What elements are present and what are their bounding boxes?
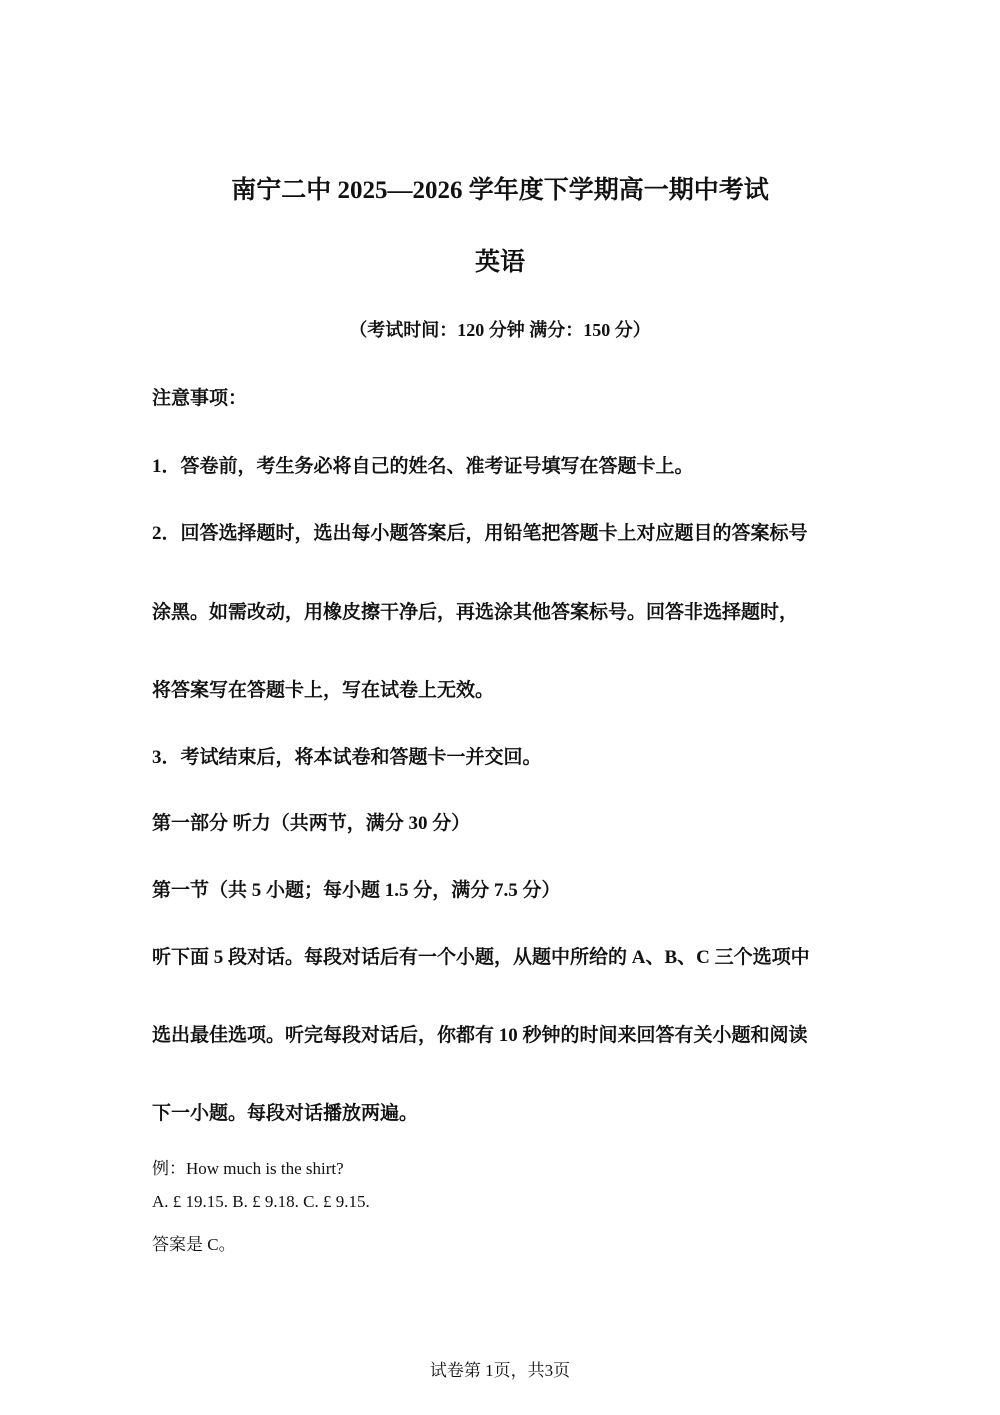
notice-item-2-line-1: 2．回答选择题时，选出每小题答案后，用铅笔把答题卡上对应题目的答案标号 bbox=[152, 523, 808, 544]
section1-heading: 第一节（共 5 小题；每小题 1.5 分，满分 7.5 分） bbox=[152, 880, 561, 901]
instructions-line-3: 下一小题。每段对话播放两遍。 bbox=[152, 1103, 419, 1124]
subject-title: 英语 bbox=[474, 249, 525, 276]
exam-info: （考试时间：120 分钟 满分：150 分） bbox=[349, 320, 651, 340]
page-footer: 试卷第 1页，共3页 bbox=[429, 1361, 571, 1380]
notice-item-2-line-3: 将答案写在答题卡上，写在试卷上无效。 bbox=[152, 680, 495, 701]
notice-item-1: 1．答卷前，考生务必将自己的姓名、准考证号填写在答题卡上。 bbox=[152, 456, 694, 477]
example-question: 例：How much is the shirt? bbox=[152, 1159, 344, 1178]
part1-heading: 第一部分 听力（共两节，满分 30 分） bbox=[152, 813, 471, 834]
notice-item-3: 3．考试结束后，将本试卷和答题卡一并交回。 bbox=[152, 747, 542, 768]
instructions-line-2: 选出最佳选项。听完每段对话后，你都有 10 秒钟的时间来回答有关小题和阅读 bbox=[152, 1025, 808, 1046]
notice-item-2-line-2: 涂黑。如需改动，用橡皮擦干净后，再选涂其他答案标号。回答非选择题时， bbox=[152, 602, 799, 623]
instructions-line-1: 听下面 5 段对话。每段对话后有一个小题，从题中所给的 A、B、C 三个选项中 bbox=[152, 947, 810, 968]
example-answer: 答案是 C。 bbox=[152, 1235, 236, 1254]
exam-title: 南宁二中 2025—2026 学年度下学期高一期中考试 bbox=[231, 177, 769, 204]
example-options: A. £ 19.15. B. £ 9.18. C. £ 9.15. bbox=[152, 1192, 370, 1211]
notice-heading: 注意事项： bbox=[152, 388, 248, 409]
